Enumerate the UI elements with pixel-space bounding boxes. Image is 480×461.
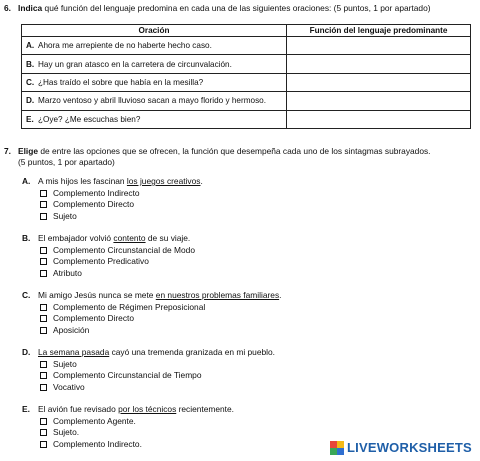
option[interactable] — [40, 370, 275, 382]
checkbox[interactable] — [40, 201, 47, 208]
option-label: Sujeto. — [53, 427, 80, 437]
question-body: qué función del lenguaje predomina en cada una de las siguientes oraciones: (5 puntos, 1 por apartado) — [42, 3, 431, 13]
underlined-phrase: por los técnicos — [118, 404, 177, 414]
underlined-phrase: los juegos creativos — [126, 176, 201, 186]
item-e — [22, 404, 234, 450]
underlined-phrase: La semana pasada — [38, 347, 110, 357]
option[interactable] — [40, 302, 281, 314]
option[interactable] — [40, 313, 281, 325]
item-letter: E. — [22, 404, 30, 414]
checkbox[interactable] — [40, 418, 47, 425]
option[interactable] — [40, 416, 234, 428]
question-6 — [4, 3, 476, 14]
question-points: (5 puntos, 1 por apartado) — [18, 157, 115, 167]
option[interactable] — [40, 199, 203, 211]
option-label: Complemento Predicativo — [53, 256, 149, 266]
underlined-phrase: en nuestros problemas familiares — [155, 290, 280, 300]
logo-text: LIVEWORKSHEETS — [347, 440, 472, 455]
column-header-function: Función del lenguaje predominante — [287, 25, 471, 37]
table-row — [22, 110, 471, 128]
row-sentence: ¿Oye? ¿Me escuchas bien? — [38, 114, 141, 124]
option[interactable] — [40, 439, 234, 451]
row-sentence: Hay un gran atasco en la carretera de circunvalación. — [38, 59, 232, 69]
item-letter: B. — [22, 233, 31, 243]
column-header-sentence: Oración — [22, 25, 287, 37]
row-sentence: Ahora me arrepiente de no haberte hecho caso. — [38, 41, 212, 51]
question-text — [18, 146, 431, 157]
item-sentence: Mi amigo Jesús nunca se mete en nuestros problemas familiares. — [38, 290, 282, 300]
checkbox[interactable] — [40, 304, 47, 311]
option[interactable] — [40, 382, 275, 394]
row-letter: E. — [26, 114, 34, 124]
question-7 — [4, 146, 476, 168]
item-sentence: El avión fue revisado por los técnicos recientemente. — [38, 404, 234, 414]
row-letter: C. — [26, 77, 35, 87]
answer-field[interactable] — [287, 92, 471, 110]
option-label: Complemento Circunstancial de Modo — [53, 244, 195, 255]
underlined-phrase: contento — [113, 233, 146, 243]
row-sentence: Marzo ventoso y abril lluvioso sacan a mayo florido y hermoso. — [38, 96, 266, 106]
answer-field[interactable] — [287, 110, 471, 128]
row-sentence: ¿Has traído el sobre que había en la mesilla? — [38, 77, 204, 87]
item-d — [22, 347, 275, 393]
item-a — [22, 176, 203, 222]
item-b — [22, 233, 195, 279]
item-sentence: A mis hijos les fascinan los juegos creativos. — [38, 176, 203, 186]
question-lead: Indica — [18, 3, 43, 13]
option-label: Complemento de Régimen Preposicional — [53, 301, 206, 312]
item-letter: A. — [22, 176, 31, 186]
checkbox[interactable] — [40, 315, 47, 322]
question-lead: Elige — [18, 146, 39, 156]
answer-field[interactable] — [287, 37, 471, 55]
checkbox[interactable] — [40, 190, 47, 197]
option[interactable] — [40, 256, 195, 268]
option-label: Complemento Circunstancial de Tiempo — [53, 370, 202, 380]
checkbox[interactable] — [40, 327, 47, 334]
option-label: Complemento Agente. — [53, 415, 136, 426]
checkbox[interactable] — [40, 372, 47, 379]
option-label: Vocativo — [53, 381, 85, 392]
option-label: Aposición — [53, 324, 90, 335]
checkbox[interactable] — [40, 361, 47, 368]
question-body: de entre las opciones que se ofrecen, la función que desempeña cada uno de los sintagmas subrayados. — [38, 146, 431, 156]
item-sentence: La semana pasada cayó una tremenda granizada en mi pueblo. — [38, 347, 275, 357]
functions-table — [21, 24, 471, 129]
item-letter: C. — [22, 290, 31, 300]
option-label: Complemento Directo — [53, 313, 134, 323]
option-label: Complemento Indirecto. — [53, 438, 142, 449]
checkbox[interactable] — [40, 213, 47, 220]
item-sentence: El embajador volvió contento de su viaje. — [38, 233, 191, 243]
row-letter: A. — [26, 41, 35, 51]
option-label: Atributo — [53, 267, 82, 278]
option[interactable] — [40, 268, 195, 280]
answer-field[interactable] — [287, 73, 471, 91]
checkbox[interactable] — [40, 270, 47, 277]
option[interactable] — [40, 359, 275, 371]
row-letter: D. — [26, 96, 35, 106]
checkbox[interactable] — [40, 247, 47, 254]
item-c — [22, 290, 281, 336]
question-number: 6. — [4, 3, 11, 13]
table-row — [22, 55, 471, 73]
option-label: Complemento Indirecto — [53, 187, 140, 198]
option[interactable] — [40, 188, 203, 200]
question-number: 7. — [4, 146, 11, 156]
table-row — [22, 92, 471, 110]
option[interactable] — [40, 211, 203, 223]
option[interactable] — [40, 427, 234, 439]
option-label: Sujeto — [53, 210, 77, 221]
liveworksheets-logo — [330, 440, 472, 455]
answer-field[interactable] — [287, 55, 471, 73]
table-row — [22, 73, 471, 91]
question-text — [18, 3, 431, 14]
option-label: Complemento Directo — [53, 199, 134, 209]
table-row — [22, 37, 471, 55]
option-label: Sujeto — [53, 358, 77, 369]
row-letter: B. — [26, 59, 35, 69]
checkbox[interactable] — [40, 258, 47, 265]
checkbox[interactable] — [40, 384, 47, 391]
option[interactable] — [40, 325, 281, 337]
checkbox[interactable] — [40, 429, 47, 436]
logo-icon — [330, 441, 344, 455]
checkbox[interactable] — [40, 441, 47, 448]
item-letter: D. — [22, 347, 31, 357]
option[interactable] — [40, 245, 195, 257]
